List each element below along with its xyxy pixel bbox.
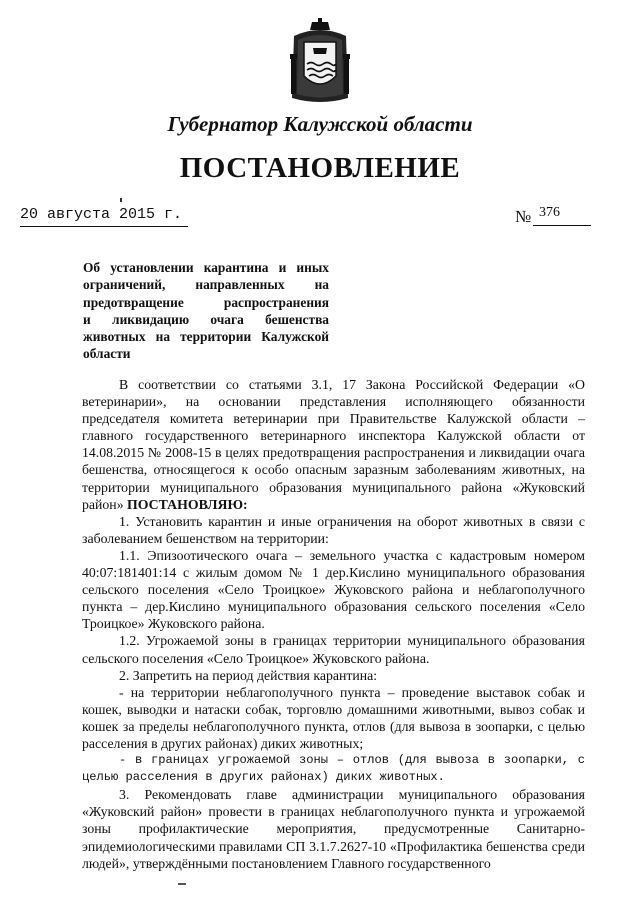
document-date: 20 августа 2015 г.	[20, 206, 183, 223]
paragraph-item-1-2: 1.2. Угрожаемой зоны в границах территории муниципального образования сельского поселения «Село Троицкое» Жуковского района.	[82, 633, 585, 666]
subject-line: животных на территории Калужской	[83, 329, 329, 345]
subject-line: и ликвидацию очага бешенства	[83, 311, 329, 327]
document-type: ПОСТАНОВЛЕНИЕ	[179, 152, 461, 184]
paragraph-item-2-b: - в границах угрожаемой зоны – отлов (для вывоза в зоопарки, с целью расселения в других районах) диких животных.	[82, 753, 585, 785]
coat-of-arms-icon	[286, 18, 354, 106]
paragraph-item-2-a: - на территории неблагополучного пункта – проведение выставок собак и кошек, выводки и натаски собак, торговлю домашними животными, вывоз собак и кошек за пределы неблагополучного пункта, отлов (для вывоза в зоопарки, с целью расселения в других районах) диких животных;	[82, 684, 585, 751]
decree-word: ПОСТАНОВЛЯЮ:	[127, 496, 248, 512]
number-underline	[533, 225, 591, 226]
subject-line: Об установлении карантина и иных	[83, 260, 329, 275]
paragraph-item-2: 2. Запретить на период действия карантина:	[119, 667, 378, 683]
subject-line: ограничений, направленных на	[83, 277, 329, 293]
document-body	[82, 376, 585, 872]
pen-mark	[120, 198, 122, 202]
subject-line: области	[83, 346, 131, 362]
number-label: №	[515, 207, 532, 226]
document-number: 376	[539, 205, 560, 220]
paragraph-item-1: 1. Установить карантин и иные ограничения на оборот животных в связи с заболеванием бешенством на территории:	[82, 513, 585, 546]
subject-line: предотвращение распространения	[83, 294, 329, 310]
scan-speck	[178, 883, 186, 885]
paragraph-item-3: 3. Рекомендовать главе администрации муниципального образования «Жуковский район» провести в границах неблагополучного пункта и угрожаемой зоны профилактические мероприятия, предусмотренные Санитарно-эпидемиологическими правилами СП 3.1.7.2627-10 «Профилактика бешенства среди людей», утверждёнными постановлением Главного государственного	[82, 787, 585, 871]
document-subject	[83, 259, 329, 363]
paragraph-item-1-1: 1.1. Эпизоотического очага – земельного участка с кадастровым номером 40:07:181401:14 с жилым домом № 1 дер.Кислино муниципального образования сельского поселения «Село Троицкое» Жуковского района и неблагополучного пункта – дер.Кислино муниципального образования сельского поселения «Село Троицкое» Жуковского района.	[82, 547, 585, 632]
preamble-text: В соответствии со статьями 3.1, 17 Закона Российской Федерации «О ветеринарии», на основании представления исполняющего обязанности председателя комитета ветеринарии при Правительстве Калужской области – главного государственного ветеринарного инспектора Калужской области от 14.08.2015 № 2008-15 в целях предотвращения распространения и ликвидации очага бешенства, относящегося к особо опасным заразным заболеваниям животных, на территории муниципального образования муниципального района «Жуковский район»	[82, 377, 585, 512]
preamble-paragraph	[82, 376, 585, 513]
authority-title: Губернатор Калужской области	[167, 112, 473, 136]
date-underline	[20, 226, 188, 227]
